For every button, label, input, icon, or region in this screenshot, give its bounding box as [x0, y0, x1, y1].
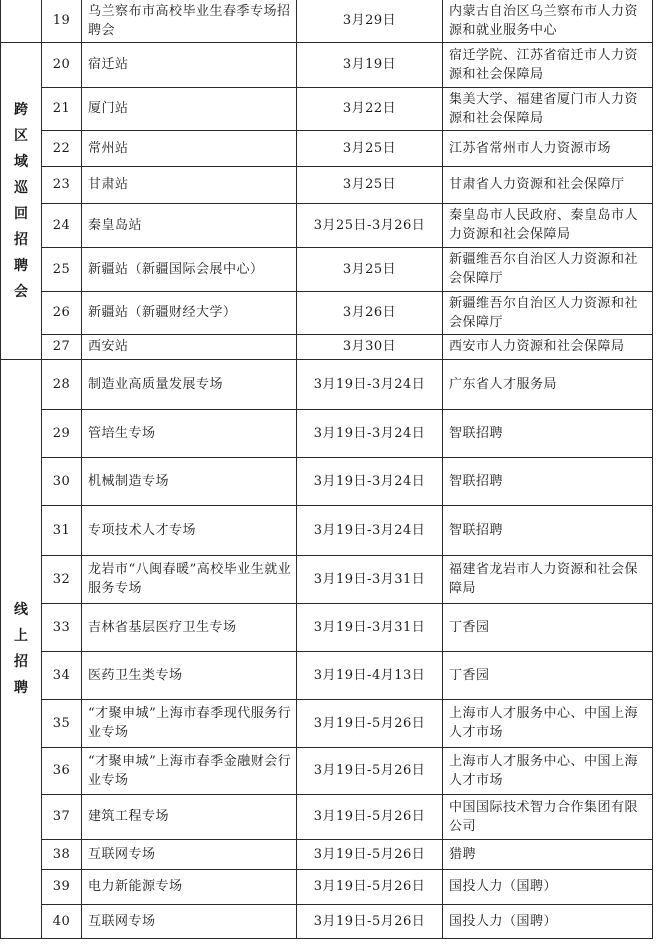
table-row: [1, 603, 653, 651]
fair-organizer: 内蒙古自治区乌兰察布市人力资源和就业服务中心: [443, 0, 653, 42]
category-char: 线: [14, 601, 28, 618]
fair-date: 3月19日-5月26日: [297, 839, 443, 869]
fair-name: 甘肃站: [82, 166, 297, 203]
category-char: 上: [14, 627, 28, 644]
row-number: 27: [42, 334, 82, 359]
fair-organizer: 智联招聘: [443, 457, 653, 505]
row-number: 33: [42, 603, 82, 651]
fair-date: 3月19日-5月26日: [297, 904, 443, 938]
table-row: [1, 334, 653, 359]
fair-date: 3月29日: [297, 0, 443, 42]
category-char: 域: [14, 153, 28, 170]
table-row: [1, 457, 653, 505]
category-char: 回: [14, 205, 28, 222]
row-number: 28: [42, 359, 82, 409]
fair-date: 3月19日-5月26日: [297, 747, 443, 794]
fair-name: 互联网专场: [82, 839, 297, 869]
fair-date: 3月25日: [297, 166, 443, 203]
fair-name: 新疆站（新疆财经大学）: [82, 291, 297, 334]
category-char: 会: [14, 283, 28, 300]
table-row: [1, 699, 653, 747]
fair-date: 3月19日-5月26日: [297, 869, 443, 904]
fair-name: 新疆站（新疆国际会展中心）: [82, 247, 297, 291]
fair-organizer: 智联招聘: [443, 409, 653, 457]
fair-date: 3月19日: [297, 42, 443, 87]
fair-date: 3月19日-5月26日: [297, 699, 443, 747]
category-char: 聘: [14, 257, 28, 274]
fair-name: 秦皇岛站: [82, 203, 297, 247]
fair-date: 3月19日-4月13日: [297, 651, 443, 699]
fair-name: 制造业高质量发展专场: [82, 359, 297, 409]
fair-organizer: 丁香园: [443, 603, 653, 651]
row-number: 26: [42, 291, 82, 334]
row-number: 23: [42, 166, 82, 203]
row-number: 38: [42, 839, 82, 869]
fair-date: 3月19日-5月26日: [297, 794, 443, 839]
fair-name: 电力新能源专场: [82, 869, 297, 904]
fair-date: 3月19日-3月24日: [297, 505, 443, 555]
category-label: [1, 597, 41, 701]
fair-date: 3月19日-3月31日: [297, 555, 443, 603]
table-row: [1, 42, 653, 87]
fair-date: 3月19日-3月24日: [297, 409, 443, 457]
fair-organizer: 江苏省常州市人力资源市场: [443, 130, 653, 166]
category-char: 巡: [14, 179, 28, 196]
fair-name: 吉林省基层医疗卫生专场: [82, 603, 297, 651]
row-number: 35: [42, 699, 82, 747]
fair-date: 3月25日: [297, 130, 443, 166]
fair-name: 龙岩市“八闽春暖”高校毕业生就业服务专场: [82, 555, 297, 603]
row-number: 40: [42, 904, 82, 938]
fair-organizer: 秦皇岛市人民政府、秦皇岛市人力资源和社会保障局: [443, 203, 653, 247]
category-char: 招: [14, 653, 28, 670]
row-number: 34: [42, 651, 82, 699]
table-row: [1, 904, 653, 938]
fair-organizer: 集美大学、福建省厦门市人力资源和社会保障局: [443, 87, 653, 130]
table-row: [1, 130, 653, 166]
row-number: 31: [42, 505, 82, 555]
fair-name: “才聚申城”上海市春季现代服务行业专场: [82, 699, 297, 747]
fair-name: 宿迁站: [82, 42, 297, 87]
row-number: 25: [42, 247, 82, 291]
fair-date: 3月26日: [297, 291, 443, 334]
row-number: 39: [42, 869, 82, 904]
fair-name: 厦门站: [82, 87, 297, 130]
category-char: 区: [14, 127, 28, 144]
row-number: 19: [42, 0, 82, 42]
category-cross-region: [1, 42, 42, 359]
table-row: [1, 555, 653, 603]
fair-organizer: 甘肃省人力资源和社会保障厅: [443, 166, 653, 203]
row-number: 30: [42, 457, 82, 505]
fair-organizer: 福建省龙岩市人力资源和社会保障局: [443, 555, 653, 603]
category-char: 招: [14, 231, 28, 248]
fair-name: 互联网专场: [82, 904, 297, 938]
category-online: [1, 359, 42, 938]
fair-organizer: 新疆维吾尔自治区人力资源和社会保障厅: [443, 291, 653, 334]
table-row: [1, 87, 653, 130]
row-number: 22: [42, 130, 82, 166]
fair-date: 3月25日-3月26日: [297, 203, 443, 247]
fair-name: 医药卫生类专场: [82, 651, 297, 699]
fair-organizer: 丁香园: [443, 651, 653, 699]
fair-date: 3月19日-3月24日: [297, 457, 443, 505]
fair-name: 常州站: [82, 130, 297, 166]
fair-organizer: 智联招聘: [443, 505, 653, 555]
fair-organizer: 国投人力（国聘）: [443, 869, 653, 904]
fair-organizer: 中国国际技术智力合作集团有限公司: [443, 794, 653, 839]
category-cell-prev: [1, 0, 42, 42]
fair-date: 3月22日: [297, 87, 443, 130]
fair-organizer: 西安市人力资源和社会保障局: [443, 334, 653, 359]
fair-name: 建筑工程专场: [82, 794, 297, 839]
table-row: [1, 869, 653, 904]
row-number: 37: [42, 794, 82, 839]
fair-name: “才聚申城”上海市春季金融财会行业专场: [82, 747, 297, 794]
category-char: 跨: [14, 101, 28, 118]
fair-date: 3月30日: [297, 334, 443, 359]
table-row: [1, 166, 653, 203]
category-char: 聘: [14, 679, 28, 696]
row-number: 21: [42, 87, 82, 130]
table-row: [1, 291, 653, 334]
fair-organizer: 广东省人才服务局: [443, 359, 653, 409]
fair-date: 3月19日-3月31日: [297, 603, 443, 651]
fair-organizer: 国投人力（国聘）: [443, 904, 653, 938]
fair-organizer: 猎聘: [443, 839, 653, 869]
fair-organizer: 上海市人才服务中心、中国上海人才市场: [443, 747, 653, 794]
fair-date: 3月19日-3月24日: [297, 359, 443, 409]
fair-organizer: 新疆维吾尔自治区人力资源和社会保障厅: [443, 247, 653, 291]
table-row: [1, 839, 653, 869]
table-row: [1, 0, 653, 42]
row-number: 36: [42, 747, 82, 794]
table-row: [1, 409, 653, 457]
row-number: 20: [42, 42, 82, 87]
fair-organizer: 上海市人才服务中心、中国上海人才市场: [443, 699, 653, 747]
table-row: [1, 247, 653, 291]
row-number: 29: [42, 409, 82, 457]
fair-date: 3月25日: [297, 247, 443, 291]
row-number: 32: [42, 555, 82, 603]
table-row: [1, 203, 653, 247]
fair-name: 乌兰察布市高校毕业生春季专场招聘会: [82, 0, 297, 42]
row-number: 24: [42, 203, 82, 247]
table-row: [1, 359, 653, 409]
category-label: [1, 97, 41, 305]
table-row: [1, 651, 653, 699]
table-row: [1, 505, 653, 555]
fair-name: 管培生专场: [82, 409, 297, 457]
fair-name: 西安站: [82, 334, 297, 359]
fair-name: 机械制造专场: [82, 457, 297, 505]
fair-name: 专项技术人才专场: [82, 505, 297, 555]
table-row: [1, 747, 653, 794]
fair-organizer: 宿迁学院、江苏省宿迁市人力资源和社会保障局: [443, 42, 653, 87]
table-row: [1, 794, 653, 839]
